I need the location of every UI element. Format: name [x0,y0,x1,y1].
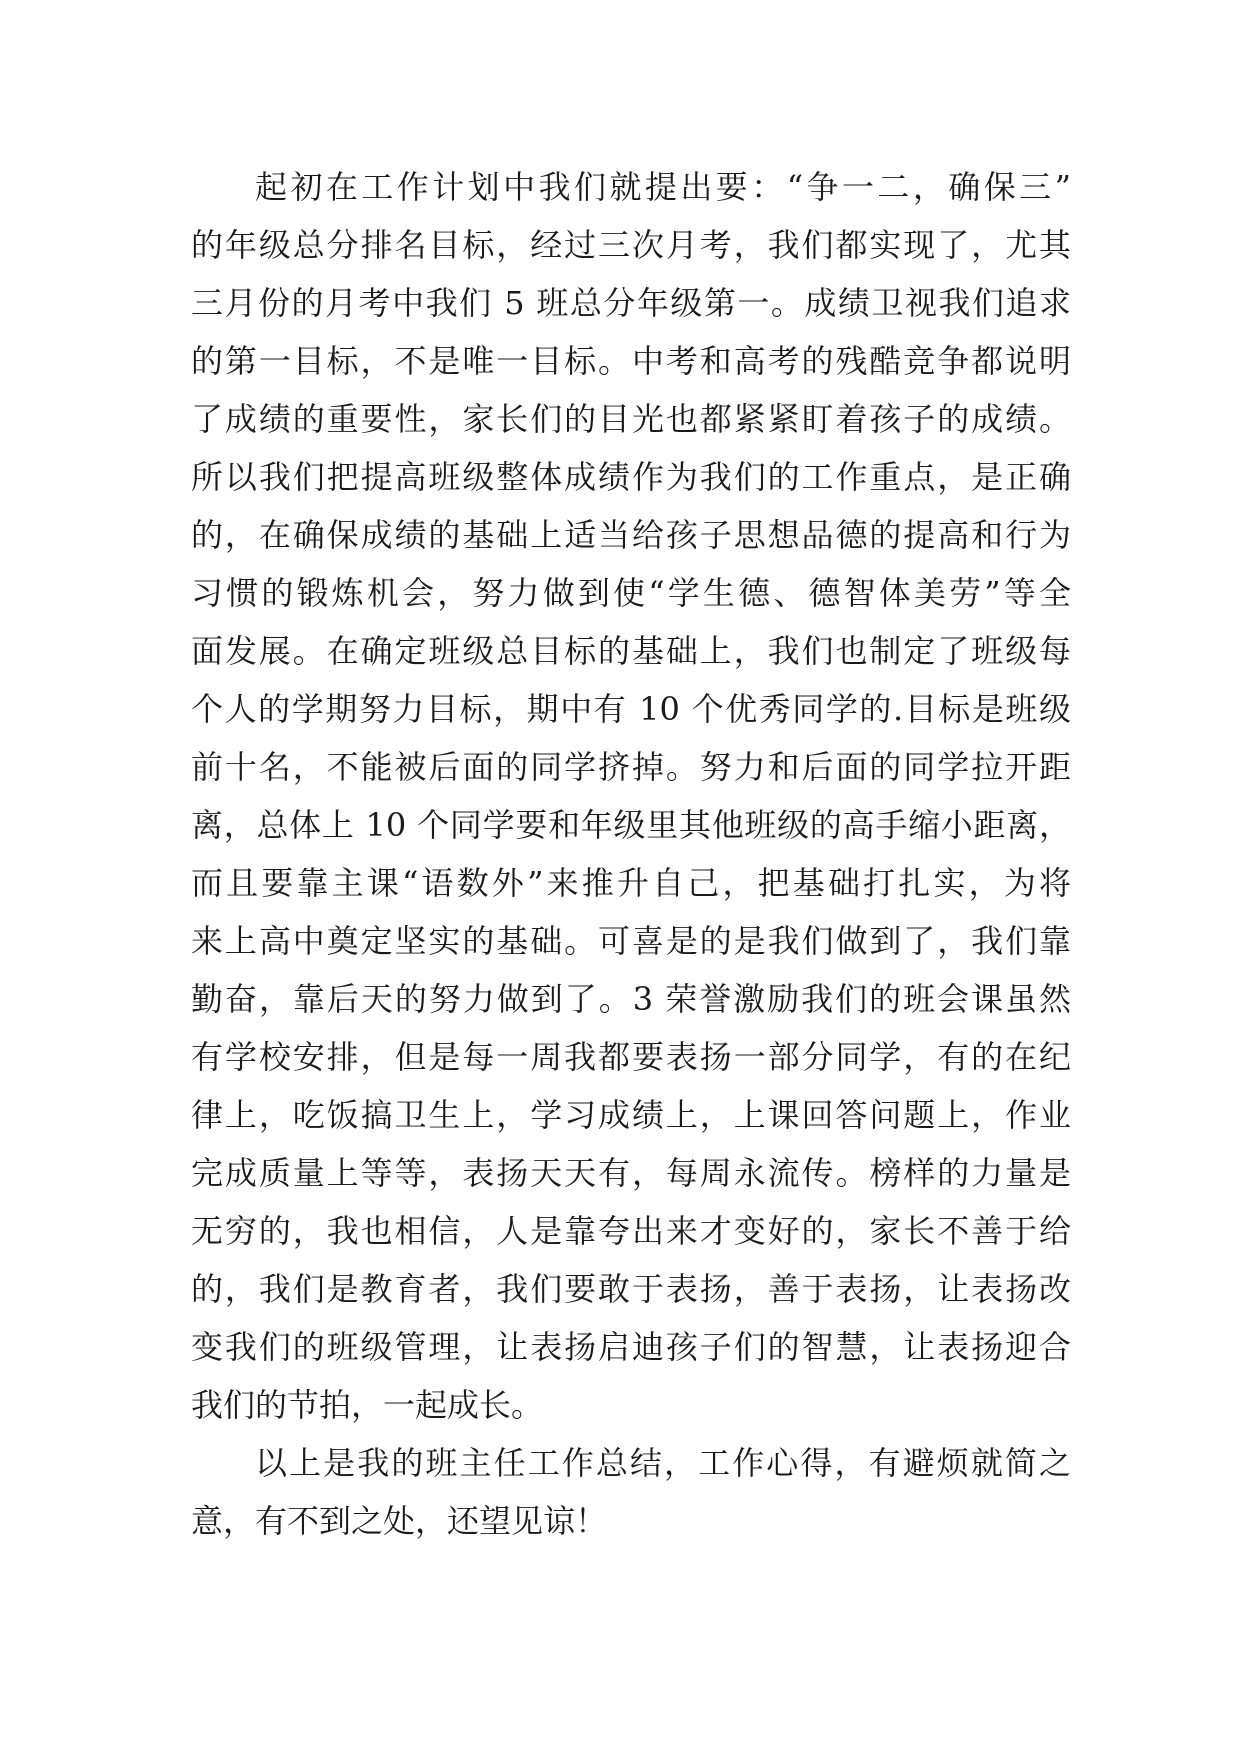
text-line: 而且要靠主课“语数外”来推升自己，把基础打扎实，为将 [191,864,1071,902]
text-line: 的，在确保成绩的基础上适当给孩子思想品德的提高和行为 [191,516,1071,554]
text-line: 了成绩的重要性，家长们的目光也都紧紧盯着孩子的成绩。 [191,400,1071,438]
text-line: 前十名，不能被后面的同学挤掉。努力和后面的同学拉开距 [191,748,1071,786]
text-line: 意，有不到之处，还望见谅！ [191,1502,608,1540]
text-line: 面发展。在确定班级总目标的基础上，我们也制定了班级每 [191,632,1071,670]
text-line: 起初在工作计划中我们就提出要：“争一二，确保三” [255,168,1071,206]
text-line: 的年级总分排名目标，经过三次月考，我们都实现了，尤其 [191,226,1071,264]
text-line: 变我们的班级管理，让表扬启迪孩子们的智慧，让表扬迎合 [191,1328,1071,1366]
text-line: 律上，吃饭搞卫生上，学习成绩上，上课回答问题上，作业 [191,1096,1071,1134]
text-line: 的，我们是教育者，我们要敢于表扬，善于表扬，让表扬改 [191,1270,1071,1308]
text-line: 的第一目标，不是唯一目标。中考和高考的残酷竞争都说明 [191,342,1071,380]
text-line: 三月份的月考中我们 5 班总分年级第一。成绩卫视我们追求 [191,284,1071,322]
text-line: 来上高中奠定坚实的基础。可喜是的是我们做到了，我们靠 [191,922,1071,960]
text-line: 习惯的锻炼机会，努力做到使“学生德、德智体美劳”等全 [191,574,1071,612]
text-line: 我们的节拍，一起成长。 [191,1386,544,1424]
text-line: 以上是我的班主任工作总结，工作心得，有避烦就简之 [255,1444,1071,1482]
text-line: 无穷的，我也相信，人是靠夸出来才变好的，家长不善于给 [191,1212,1071,1250]
text-line: 完成质量上等等，表扬天天有，每周永流传。榜样的力量是 [191,1154,1071,1192]
text-line: 个人的学期努力目标，期中有 10 个优秀同学的.目标是班级 [191,690,1071,728]
text-line: 有学校安排，但是每一周我都要表扬一部分同学，有的在纪 [191,1038,1071,1076]
text-line: 勤奋，靠后天的努力做到了。3 荣誉激励我们的班会课虽然 [191,980,1071,1018]
text-line: 所以我们把提高班级整体成绩作为我们的工作重点，是正确 [191,458,1071,496]
text-line: 离，总体上 10 个同学要和年级里其他班级的高手缩小距离， [191,806,1071,844]
paragraph-1 [191,158,1071,1434]
paragraph-2 [191,1434,1071,1550]
document-body [191,158,1071,1550]
